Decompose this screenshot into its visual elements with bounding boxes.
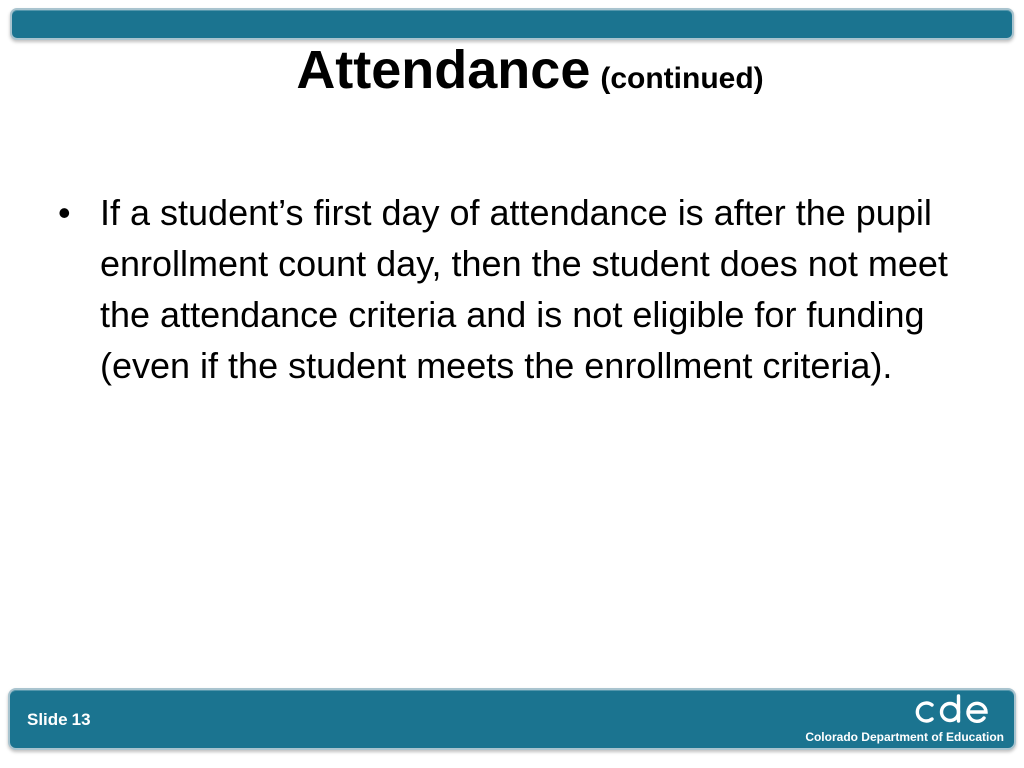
title-subtitle: (continued)	[600, 62, 764, 95]
bullet-item	[58, 187, 988, 391]
slide-number-value: 13	[71, 710, 91, 729]
bullet-dot-icon: •	[58, 192, 71, 233]
slide-label-text: Slide	[27, 710, 68, 729]
cde-logo-icon	[910, 694, 994, 726]
bullet-text: If a student’s first day of attendance is after the pupil enrollment count day, then the student does not meet the attendance criteria and is not eligible for funding (even if the student meets the enrollment criteria).	[100, 192, 948, 386]
logo-caption: Colorado Department of Education	[805, 730, 1004, 744]
cde-logo	[794, 694, 1004, 746]
slide-title	[0, 38, 1024, 116]
title-text: Attendance	[296, 40, 591, 100]
header-bar	[10, 8, 1014, 40]
bullet-list	[58, 187, 988, 391]
slide-number	[27, 710, 91, 730]
footer-bar	[8, 688, 1016, 750]
